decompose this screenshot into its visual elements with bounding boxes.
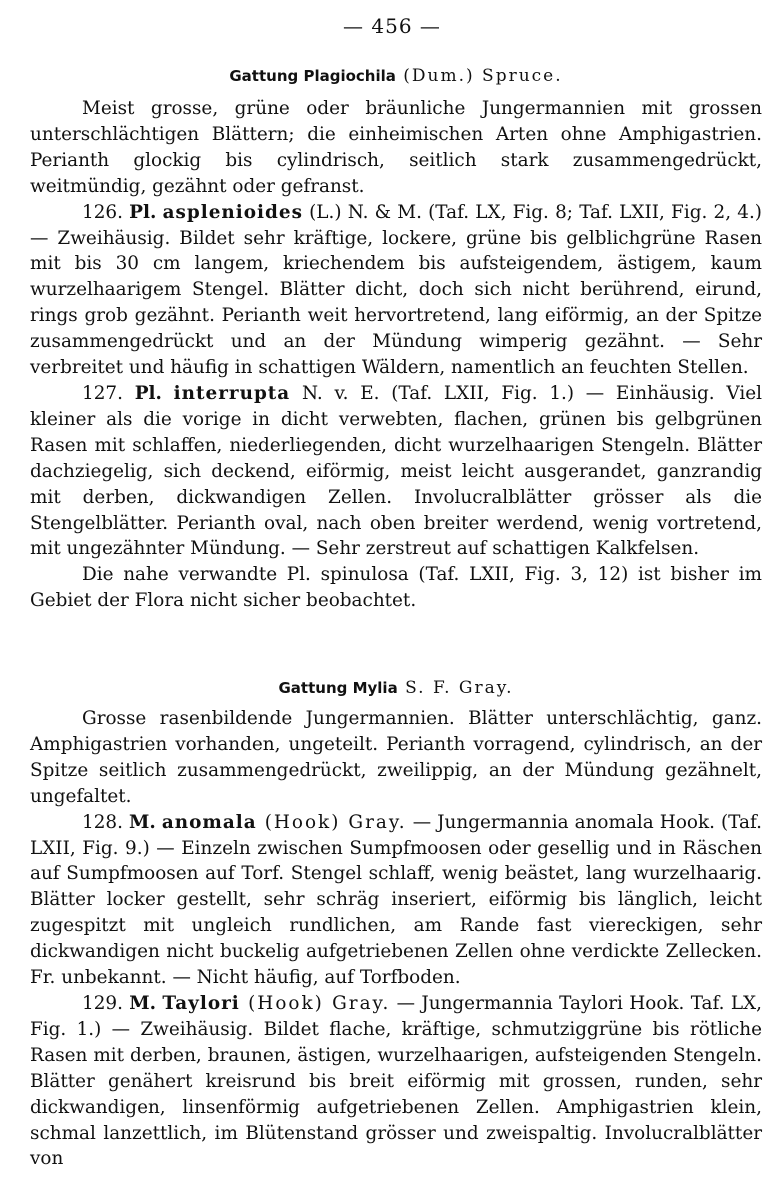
genus-heading [30, 64, 762, 88]
species-entry [30, 381, 762, 562]
species-epithet: interrupta [173, 382, 291, 404]
species-genus-abbr: Pl. [134, 382, 162, 404]
species-epithet: asplenioides [162, 201, 303, 223]
species-author: (Hook) Gray. [256, 811, 407, 833]
genus-name: Plagiochila [303, 67, 396, 85]
genus-name: Mylia [352, 679, 398, 697]
page-number: — 456 — [343, 14, 441, 38]
genus-author: S. F. Gray. [397, 678, 514, 698]
species-genus-abbr: M. [129, 992, 157, 1014]
genus-heading [30, 676, 762, 700]
species-number: 126. [82, 201, 123, 223]
species-number: 129. [82, 992, 123, 1014]
species-text: (L.) N. & M. (Taf. LX, Fig. 8; Taf. LXII, Fig. 2, 4.) — Zweihäusig. Bildet sehr kräftige, lockere, grüne bis gelblichgrüne Rasen mit bis 30 cm langem, kriechendem bis aufsteigendem, ästigem, kaum wurzelhaarigem Stengel. Blätter dicht, doch sich nicht berührend, eirund, rings grob gezähnt. Perianth weit hervortretend, lang eiförmig, an der Spitze zusammengedrückt und an der Mündung wimperig gezähnt. — Sehr verbreitet und häufig in schattigen Wäldern, namentlich an feuchten Stellen. [30, 201, 762, 379]
section-plagiochila [30, 64, 762, 614]
genus-author: (Dum.) Spruce. [395, 66, 563, 86]
species-entry [30, 810, 762, 991]
species-text: — Jungermannia anomala Hook. (Taf. LXII, Fig. 9.) — Einzeln zwischen Sumpfmoosen oder gesellig und in Räschen auf Sumpfmoosen auf Torf. Stengel schlaff, wenig beästet, lang wurzelhaarig. Blätter locker gestellt, sehr schräg inseriert, eiförmig bis länglich, leicht zugespitzt mit ungleich rundlichen, am Rande fast viereckigen, sehr dickwandigen nicht buckelig aufgetriebenen Zellen ohne verdickte Zellecken. Fr. unbekannt. — Nicht häufig, auf Torfboden. [30, 811, 762, 989]
species-author: (Hook) Gray. [239, 992, 391, 1014]
species-epithet: Taylori [162, 992, 240, 1014]
species-text: — Jungermannia Taylori Hook. Taf. LX, Fig. 1.) — Zweihäusig. Bildet flache, kräftige, schmutziggrüne bis rötliche Rasen mit derben, braunen, ästigen, wurzelhaarigen, aufsteigenden Stengeln. Blätter genähert kreisrund bis breit eiförmig mit grossen, runden, sehr dickwandigen, linsenförmig aufgetriebenen Zellen. Amphigastrien klein, schmal lanzettlich, im Blütenstand grösser und zweispaltig. Involucralblätter von [30, 992, 762, 1170]
species-text: N. v. E. (Taf. LXII, Fig. 1.) — Einhäusig. Viel kleiner als die vorige in dicht verwebten, flachen, grünen bis gelbgrünen Rasen mit schlaffen, niederliegenden, dicht wurzelhaarigen Stengeln. Blätter dachziegelig, sich deckend, eiförmig, meist leicht ausgerandet, ganzrandig mit derben, dickwandigen Zellen. Involucralblätter grösser als die Stengelblätter. Perianth oval, nach oben breiter werdend, wenig vortretend, mit ungezähnter Mündung. — Sehr zerstreut auf schattigen Kalkfelsen. [30, 382, 762, 560]
species-genus-abbr: M. [129, 811, 156, 833]
species-entry [30, 991, 762, 1172]
species-number: 128. [82, 811, 123, 833]
species-number: 127. [82, 382, 123, 404]
species-entry [30, 200, 762, 381]
section-mylia [30, 676, 762, 1172]
species-genus-abbr: Pl. [129, 201, 157, 223]
genus-prefix: Gattung [229, 67, 304, 85]
genus-prefix: Gattung [278, 679, 353, 697]
species-epithet: anomala [161, 811, 257, 833]
genus-description: Grosse rasenbildende Jungermannien. Blätter unterschlächtig, ganz. Amphigastrien vorhanden, ungeteilt. Perianth vorragend, cylindrisch, an der Spitze seitlich zusammengedrückt, zweilippig, an der Mündung gezähnelt, ungefaltet. [30, 708, 762, 807]
note-paragraph: Die nahe verwandte Pl. spinulosa (Taf. LXII, Fig. 3, 12) ist bisher im Gebiet der Flora nicht sicher beobachtet. [30, 564, 762, 612]
genus-description: Meist grosse, grüne oder bräunliche Jungermannien mit grossen unterschlächtigen Blättern; die einheimischen Arten ohne Amphigastrien. Perianth glockig bis cylindrisch, seitlich stark zusammengedrückt, weitmündig, gezähnt oder gefranst. [30, 98, 762, 197]
